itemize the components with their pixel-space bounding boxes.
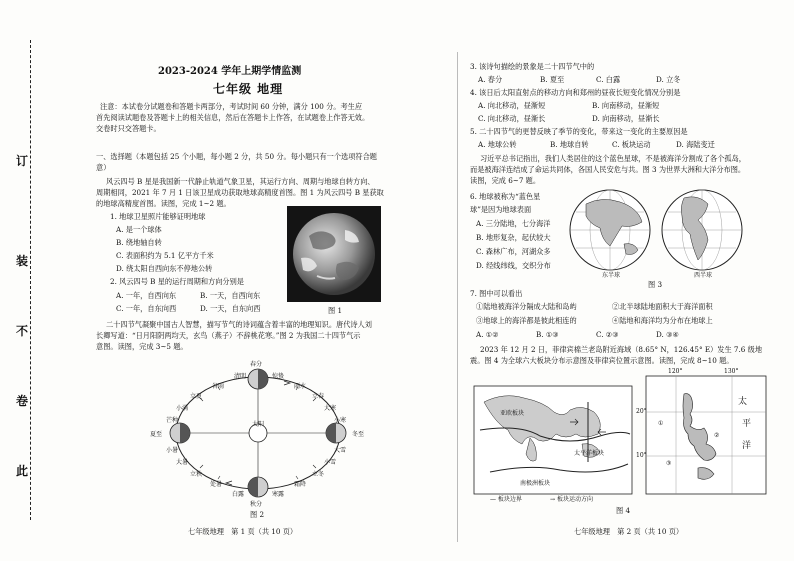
term-label: 小雪 [324, 459, 337, 466]
question-2-option: C. 一年，自东向西 [116, 304, 177, 313]
figure-1-caption: 图 1 [328, 306, 343, 315]
term-label: 雨水 [294, 383, 307, 390]
term-label: 霜降 [294, 481, 307, 488]
question-3-stem: 3. 该诗句描绘的景象是二十四节气中的 [470, 62, 595, 71]
question-5-option: D. 海陆变迁 [676, 140, 715, 149]
term-label: 处暑 [210, 481, 223, 488]
question-4-option: C. 向北移动，昼渐长 [478, 114, 546, 123]
legend-boundary-text: 板块边界 [497, 496, 522, 503]
question-6-stem: 球”是因为地球表面 [470, 205, 532, 214]
west-hemisphere-globe [662, 190, 742, 270]
question-2-option: A. 一年，自西向东 [116, 291, 177, 300]
question-6-stem: 6. 地球被称为“蓝色星 [470, 192, 541, 201]
map-marker-label: ② [714, 432, 720, 439]
section-heading: 意） [96, 163, 111, 172]
binding-char: 不 [16, 324, 29, 338]
term-label: 小暑 [166, 447, 179, 454]
figure-1-earth-image [287, 206, 381, 302]
section-heading: 一、选择题（本题包括 25 个小题，每小题 2 分，共 50 分。每小题只有一个选项符合题 [96, 152, 377, 161]
term-label: 大寒 [324, 405, 337, 412]
term-label: 夏至 [150, 431, 163, 438]
binding-char: 装 [16, 254, 29, 268]
question-7-option: D. ③④ [656, 330, 679, 339]
page-footer: 七年级地理 第 2 页（共 10 页） [574, 527, 684, 536]
orbit-arrow-icon [226, 481, 232, 485]
intro-text: 的地球高精度首图。读图，完成 1~2 题。 [96, 199, 231, 208]
exam-header-title: 2023-2024 学年上期学情监测 [158, 66, 302, 77]
ocean-label: 平 [742, 419, 752, 429]
term-label: 芒种 [166, 417, 179, 424]
question-7-option: C. ②③ [596, 330, 619, 339]
intro-text: 意图。读图，完成 3~5 题。 [96, 342, 188, 351]
term-label: 惊蛰 [272, 373, 285, 380]
term-label: 清明 [234, 373, 247, 380]
question-2-option: B. 一天，自西向东 [200, 291, 261, 300]
earth-icon [326, 423, 346, 443]
figure-4-plates-map [470, 368, 770, 503]
intro-text: 风云四号 B 星是我国新一代静止轨道气象卫星，其运行方向、周期与地球自转方向、 [106, 177, 375, 186]
notice-line: 交卷时只交答题卡。 [96, 124, 161, 133]
binding-strip [6, 40, 36, 520]
figure-2-caption: 图 2 [250, 510, 265, 519]
orbit-diagram [148, 357, 368, 509]
legend-motion-label: → 板块运动方向 [550, 496, 593, 503]
page-footer: 七年级地理 第 1 页（共 10 页） [188, 527, 298, 536]
intro-text: 习近平总书记指出，我们人类居住的这个蓝色星球，不是被海洋分割成了各个孤岛， [480, 154, 746, 163]
question-7-statement: ④陆地和海洋均为分布在地球上 [612, 316, 713, 325]
term-label: 立冬 [312, 471, 325, 478]
hemispheres-graphic [566, 186, 746, 276]
question-1-option: A. 是一个球体 [116, 225, 162, 234]
east-hemisphere-label: 东半球 [602, 272, 621, 279]
figure-4-caption: 图 4 [616, 506, 631, 515]
term-label: 寒露 [272, 491, 285, 498]
ocean-label: 洋 [742, 441, 752, 451]
term-label: 大暑 [176, 459, 189, 466]
intro-text: 长卿写道：“日月阳阴两均天，玄鸟（燕子）不辞桃花寒。”图 2 为我国二十四节气示 [96, 331, 361, 340]
term-label: 谷雨 [212, 383, 225, 390]
question-5-option: B. 地球自转 [550, 140, 589, 149]
orbit-arrow-icon [284, 381, 290, 385]
question-1-option: B. 绕地轴自转 [116, 238, 162, 247]
question-7-option: A. ①② [476, 330, 499, 339]
figure-3-caption: 图 3 [648, 280, 663, 289]
intro-text: 2023 年 12 月 2 日，菲律宾棉兰老岛附近海域（8.65° N，126.45° E）发生 7.6 级地 [480, 345, 763, 354]
question-2-stem: 2. 风云四号 B 星的运行周期和方向分别是 [110, 277, 244, 286]
binding-char: 此 [16, 464, 29, 478]
notice-line: 注意：本试卷分试题卷和答题卡两部分，考试时间 60 分钟，满分 100 分。考生应 [100, 102, 363, 111]
plate-label: 南极洲板块 [520, 480, 551, 487]
term-label: 立夏 [190, 393, 203, 400]
map-marker-label: ① [658, 420, 664, 427]
figure-2-solar-terms-diagram [148, 357, 368, 509]
subject-title: 七年级 地理 [213, 82, 284, 96]
plate-label: 亚欧板块 [500, 410, 525, 417]
question-1-option: D. 绕太阳自西向东不停地公转 [116, 264, 213, 273]
question-3-option: C. 白露 [596, 75, 621, 84]
intro-text: 读图，完成 6~7 题。 [470, 176, 541, 185]
question-4-option: B. 向南移动，昼渐短 [592, 101, 660, 110]
question-3-option: B. 夏至 [540, 75, 565, 84]
term-label: 立秋 [190, 471, 203, 478]
latitude-label: 10° [636, 452, 647, 459]
question-6-option: A. 三分陆地，七分海洋 [476, 219, 551, 228]
question-1-stem: 1. 地球卫星照片能够证明地球 [110, 212, 206, 221]
question-5-stem: 5. 二十四节气的更替反映了季节的变化，带来这一变化的主要原因是 [470, 127, 688, 136]
intro-text: 震。图 4 为全球六大板块分布示意图及菲律宾位置示意图。读图，完成 8~10 题。 [470, 356, 734, 365]
question-6-option: B. 地形复杂，起伏较大 [476, 233, 551, 242]
earth-globe-graphic [287, 206, 381, 302]
binding-char: 卷 [16, 394, 29, 408]
intro-text: 而是被海洋连结成了命运共同体，各国人民安危与共。图 3 为世界大洲和大洋分布图。 [470, 165, 746, 174]
question-7-statement: ③地球上的海洋都是彼此相连的 [476, 316, 577, 325]
question-7-statement: ①陆地被海洋分隔成大陆和岛屿 [476, 302, 577, 311]
question-7-stem: 7. 图中可以看出 [470, 289, 523, 298]
earth-icon [170, 423, 190, 443]
question-6-option: C. 森林广布，河湖众多 [476, 247, 551, 256]
question-2-option: D. 一天，自东向西 [200, 304, 261, 313]
term-label: 立春 [312, 393, 325, 400]
term-label: 小寒 [334, 417, 347, 424]
question-4-option: D. 向南移动，昼渐长 [592, 114, 660, 123]
longitude-label: 130° [724, 368, 739, 375]
map-marker-label: ③ [666, 460, 672, 467]
question-6-option: D. 经线纬线，交织分布 [476, 261, 551, 270]
figure-3-hemispheres-map [566, 186, 746, 279]
legend-boundary-label: — 板块边界 [490, 496, 522, 503]
legend-motion-text: 板块运动方向 [556, 496, 593, 503]
binding-char: 订 [16, 154, 29, 168]
term-label: 秋分 [250, 501, 263, 508]
east-hemisphere-globe [570, 190, 650, 270]
term-label: 白露 [232, 491, 245, 498]
term-label: 冬至 [352, 431, 365, 438]
term-label: 小满 [176, 405, 189, 412]
plates-map-graphic [470, 372, 770, 502]
question-5-option: C. 板块运动 [612, 140, 651, 149]
intro-text: 周期相同，2021 年 7 月 1 日该卫星成功获取地球高精度首图。图 1 为风云四号 B 星获取 [96, 188, 384, 197]
longitude-label: 120° [668, 368, 683, 375]
term-label: 春分 [250, 361, 263, 368]
question-3-option: D. 立冬 [656, 75, 681, 84]
earth-icon [248, 369, 268, 389]
west-hemisphere-label: 西半球 [694, 272, 713, 279]
question-7-statement: ②北半球陆地面积大于海洋面积 [612, 302, 713, 311]
ocean-label: 太 [738, 397, 748, 407]
question-1-option: C. 表面积约为 5.1 亿平方千米 [116, 251, 214, 260]
question-7-option: B. ①③ [536, 330, 559, 339]
earth-icon [248, 477, 268, 497]
binding-dashed-line [30, 40, 31, 520]
question-4-stem: 4. 该日后太阳直射点的移动方向和郑州的昼夜长短变化情况分别是 [470, 88, 681, 97]
question-3-option: A. 春分 [478, 75, 503, 84]
latitude-label: 20° [636, 408, 647, 415]
page-divider [457, 52, 458, 542]
sun-label: 太阳 [252, 421, 265, 428]
notice-line: 首先阅读试题卷及答题卡上的相关信息，然后在答题卡上作答，在试题卷上作答无效。 [96, 113, 370, 122]
intro-text: 二十四节气凝聚中国古人智慧，描写节气的诗词蕴含着丰富的地理知识。唐代诗人刘 [106, 320, 372, 329]
question-4-option: A. 向北移动，昼渐短 [478, 101, 546, 110]
plate-label: 太平洋板块 [574, 450, 605, 457]
question-5-option: A. 地球公转 [478, 140, 517, 149]
term-label: 大雪 [334, 447, 347, 454]
